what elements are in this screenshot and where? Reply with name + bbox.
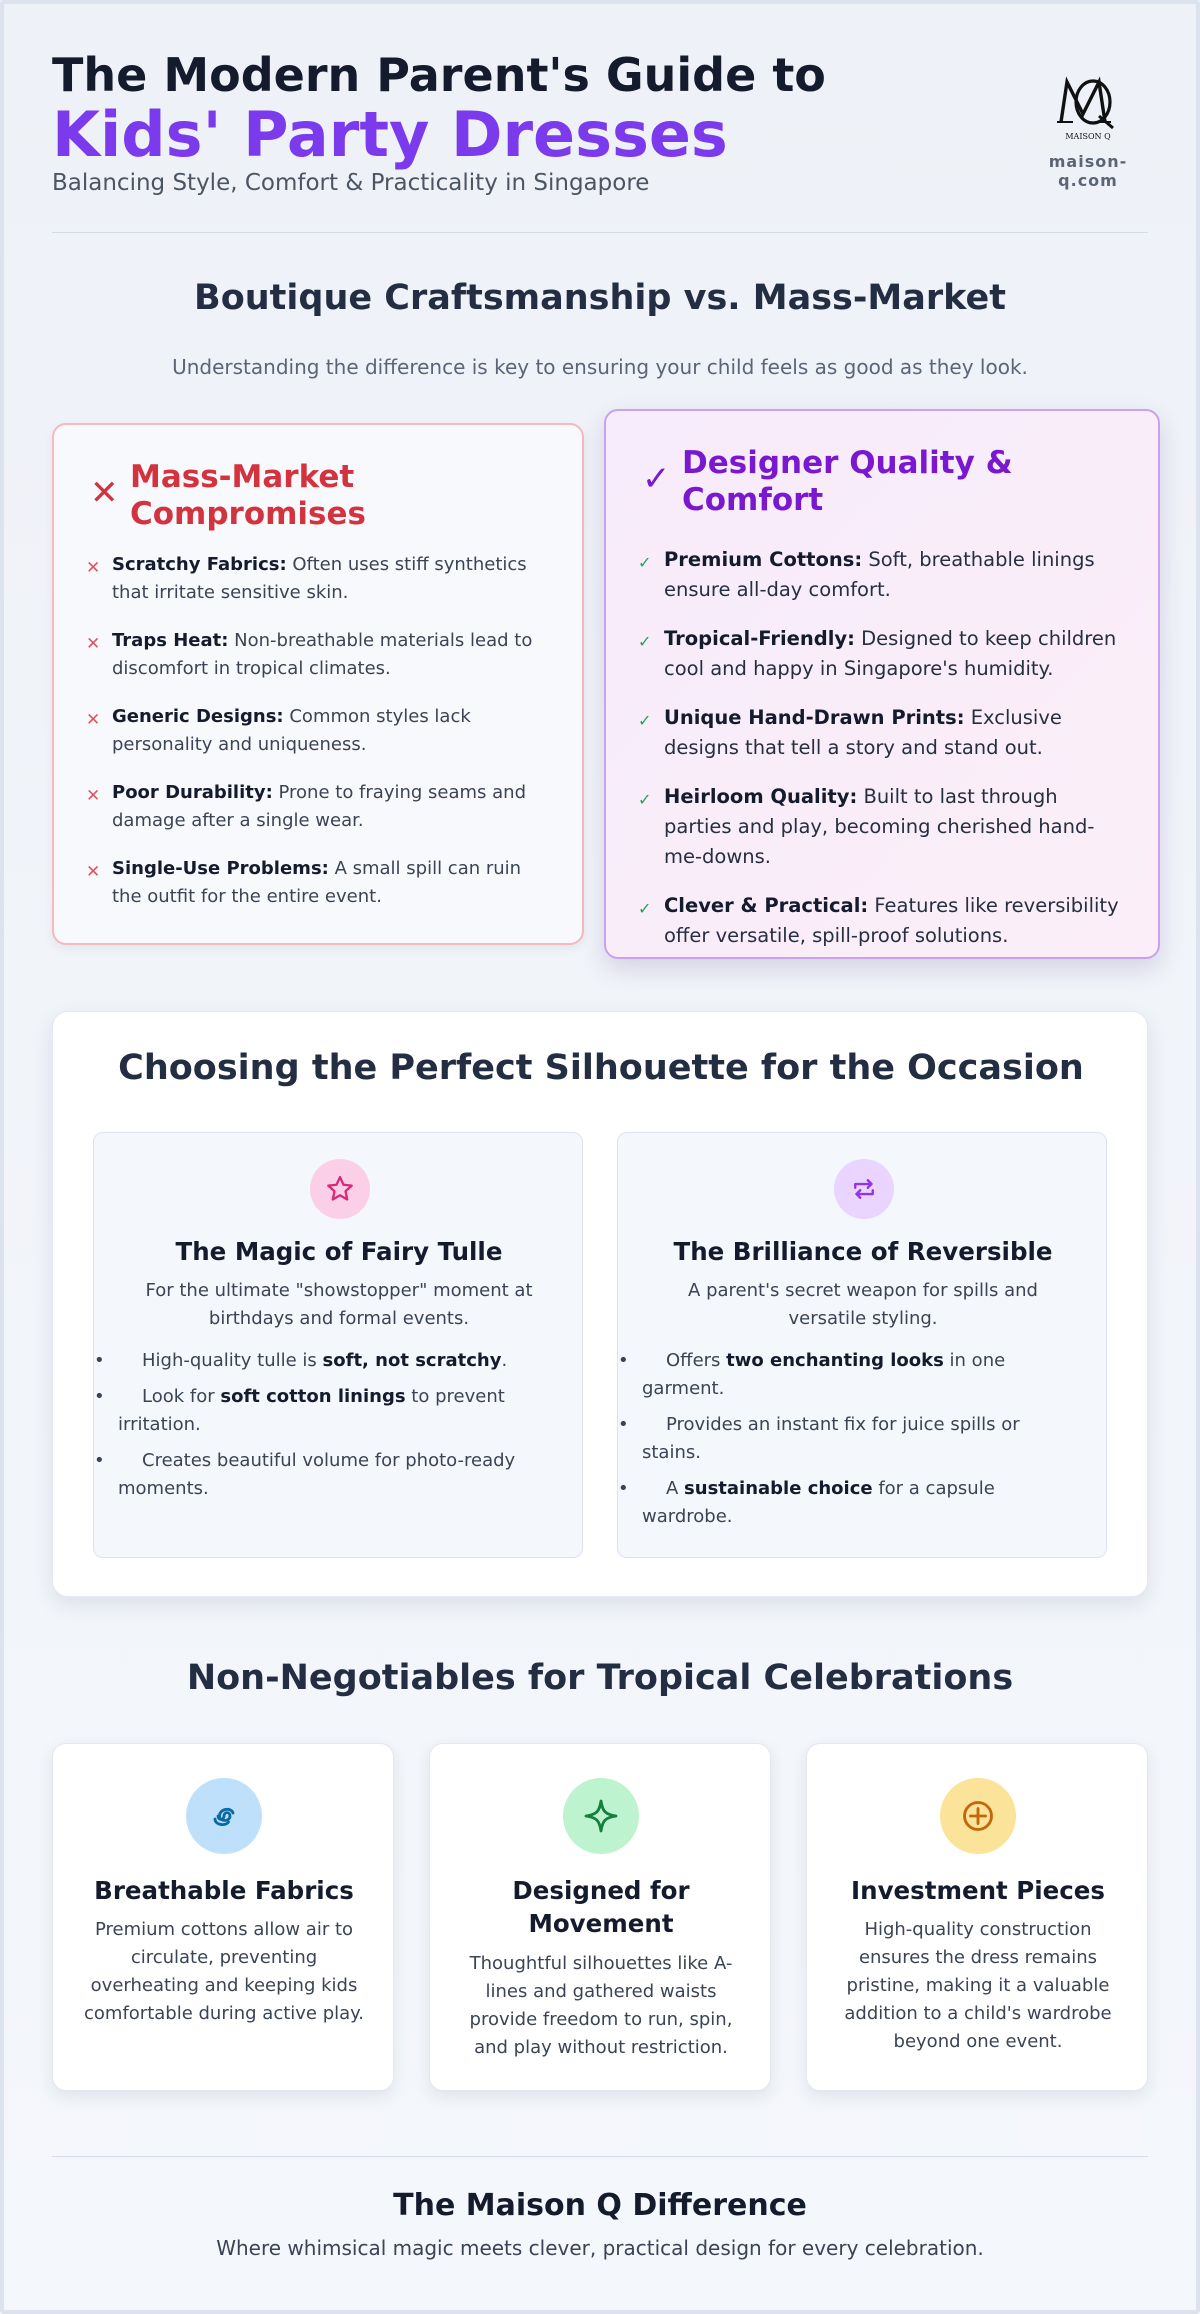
sparkle-icon [583, 1798, 619, 1834]
list-item: • High-quality tulle is soft, not scratchy. [118, 1347, 558, 1375]
footer-title: The Maison Q Difference [393, 2188, 807, 2223]
tulle-title: The Magic of Fairy Tulle [175, 1237, 503, 1266]
reversible-list [642, 1347, 1082, 1539]
cross-icon: ✕ [86, 558, 101, 578]
list-item: ✕ Poor Durability: Prone to fraying seams and damage after a single wear. [86, 782, 527, 831]
investment-title: Investment Pieces [851, 1876, 1105, 1905]
breathable-icon-badge [186, 1778, 262, 1854]
page-title-line2: Kids' Party Dresses [52, 98, 728, 171]
silhouette-panel [52, 1011, 1148, 1597]
tulle-icon-badge [310, 1159, 370, 1219]
designer-list [638, 545, 1122, 970]
brand-logo[interactable] [1028, 74, 1148, 190]
cross-icon: ✕ [86, 786, 101, 806]
list-item: ✕ Generic Designs: Common styles lack personality and uniqueness. [86, 706, 471, 755]
movement-description: Thoughtful silhouettes like A-lines and gathered waists provide freedom to run, spin, and play without restriction. [469, 1953, 733, 2058]
mass-market-card [52, 423, 584, 945]
reversible-card [617, 1132, 1107, 1558]
check-icon: ✓ [638, 632, 652, 651]
list-item: ✓ Premium Cottons: Soft, breathable linings ensure all-day comfort. [638, 548, 1095, 601]
investment-description: High-quality construction ensures the dress remains pristine, making it a valuable addition to a child's wardrobe beyond one event. [844, 1919, 1112, 2052]
list-item: ✓ Clever & Practical: Features like reversibility offer versatile, spill-proof solutions. [638, 894, 1119, 947]
list-item: • A sustainable choice for a capsule wardrobe. [642, 1475, 1082, 1531]
tulle-list [118, 1347, 558, 1511]
logo-text: MAISON Q [1065, 132, 1111, 141]
cross-icon: ✕ [86, 634, 101, 654]
reversible-description: A parent's secret weapon for spills and versatile styling. [688, 1280, 1038, 1329]
list-item: ✕ Single-Use Problems: A small spill can ruin the outfit for the entire event. [86, 858, 522, 907]
logo-url[interactable]: maison-q.com [1048, 152, 1128, 190]
check-icon: ✓ [638, 711, 652, 730]
list-item: ✓ Unique Hand-Drawn Prints: Exclusive designs that tell a story and stand out. [638, 706, 1062, 759]
reversible-icon-badge [834, 1159, 894, 1219]
movement-card [429, 1743, 771, 2091]
tropical-title: Non-Negotiables for Tropical Celebrations [186, 1658, 1014, 1698]
mass-market-list [86, 551, 536, 931]
check-icon: ✓ [638, 790, 652, 809]
page-title-line1: The Modern Parent's Guide to [52, 48, 826, 102]
breathable-description: Premium cottons allow air to circulate, preventing overheating and keeping kids comfortable during active play. [84, 1919, 364, 2024]
designer-title: Designer Quality & Comfort [682, 445, 1013, 518]
tulle-card [93, 1132, 583, 1558]
star-icon [325, 1174, 355, 1204]
swirl-icon [206, 1798, 242, 1834]
breathable-card [52, 1743, 394, 2091]
breathable-title: Breathable Fabrics [94, 1876, 354, 1905]
reverse-arrows-icon [849, 1174, 879, 1204]
comparison-title: Boutique Craftsmanship vs. Mass-Market [194, 278, 1006, 318]
footer-subtitle: Where whimsical magic meets clever, practical design for every celebration. [216, 2236, 984, 2260]
cross-icon: ✕ [86, 710, 101, 730]
silhouette-title: Choosing the Perfect Silhouette for the Occasion [118, 1048, 1084, 1088]
check-icon: ✓ [638, 553, 652, 572]
list-item: ✕ Scratchy Fabrics: Often uses stiff synthetics that irritate sensitive skin. [86, 554, 527, 603]
page-header [52, 48, 1148, 198]
check-icon: ✓ [638, 899, 652, 918]
cross-icon: ✕ [86, 862, 101, 882]
list-item: • Creates beautiful volume for photo-ready moments. [118, 1447, 558, 1503]
footer-divider [52, 2156, 1148, 2157]
plus-circle-icon [960, 1798, 996, 1834]
list-item: • Provides an instant fix for juice spills or stains. [642, 1411, 1082, 1467]
movement-icon-badge [563, 1778, 639, 1854]
investment-card [806, 1743, 1148, 2091]
list-item: ✓ Tropical-Friendly: Designed to keep children cool and happy in Singapore's humidity. [638, 627, 1117, 680]
designer-card [604, 409, 1160, 959]
movement-title: Designed for Movement [512, 1876, 690, 1938]
tulle-description: For the ultimate "showstopper" moment at birthdays and formal events. [145, 1280, 533, 1329]
check-icon: ✓ [642, 459, 671, 499]
list-item: ✕ Traps Heat: Non-breathable materials lead to discomfort in tropical climates. [86, 630, 533, 679]
investment-icon-badge [940, 1778, 1016, 1854]
header-divider [52, 232, 1148, 233]
reversible-title: The Brilliance of Reversible [673, 1237, 1053, 1266]
list-item: ✓ Heirloom Quality: Built to last through parties and play, becoming cherished hand-me-downs. [638, 785, 1095, 868]
list-item: • Look for soft cotton linings to prevent irritation. [118, 1383, 558, 1439]
comparison-subtitle: Understanding the difference is key to ensuring your child feels as good as they look. [172, 355, 1028, 379]
mass-market-title: Mass-Market Compromises [130, 459, 366, 532]
maison-q-logo-icon [1053, 74, 1123, 144]
cross-icon: ✕ [90, 473, 119, 513]
page-subtitle: Balancing Style, Comfort & Practicality in Singapore [52, 170, 650, 196]
list-item: • Offers two enchanting looks in one garment. [642, 1347, 1082, 1403]
